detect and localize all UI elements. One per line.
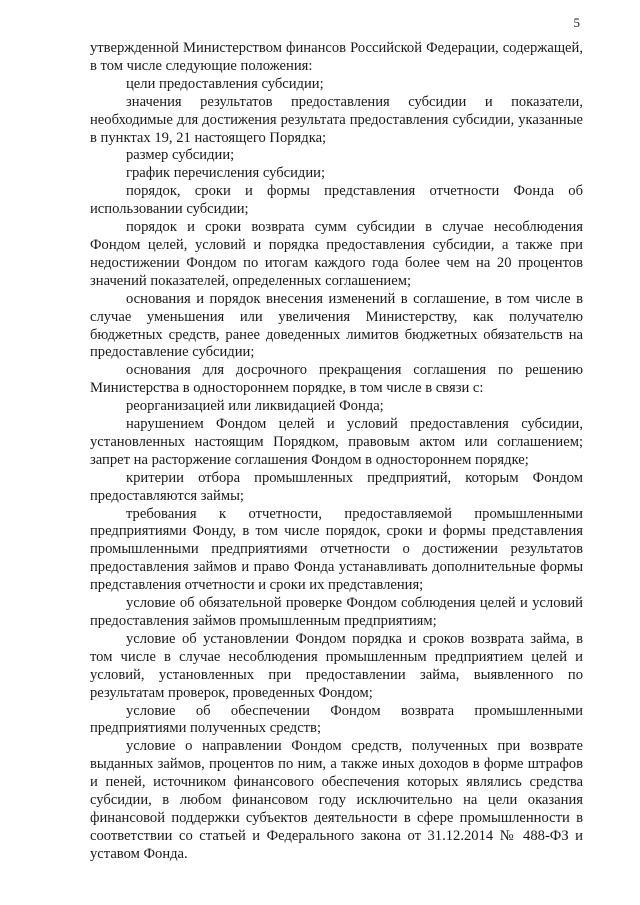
list-item-payment-schedule: график перечисления субсидии; bbox=[126, 165, 326, 182]
page-number: 5 bbox=[573, 15, 580, 30]
list-item-mandatory-check: условие об обязательной проверке Фондом соблюдения целей и условий предоставления займов промышленным предприятиям; bbox=[90, 595, 583, 629]
document-body bbox=[90, 40, 583, 864]
list-item-loan-return-procedure: условие об установлении Фондом порядка и сроков возврата займа, в том числе в случае несоблюдения промышленным предприятием целей и условий, установленных при предоставлении займа, выявленного по результатам проверок, проведенных Фондом; bbox=[90, 630, 583, 701]
list-item-amendment-grounds: основания и порядок внесения изменений в соглашение, в том числе в случае уменьшения или увеличения Министерству, как получателю бюджетных средств, ранее доведенных лимитов бюджетных обязательств на предоставление субсидии; bbox=[90, 290, 583, 361]
list-item-reporting-procedure: порядок, сроки и формы представления отчетности Фонда об использовании субсидии; bbox=[90, 183, 583, 218]
paragraph-continuation: утвержденной Министерством финансов Российской Федерации, содержащей, в том числе следующие положения: bbox=[90, 40, 583, 74]
list-item-funds-direction: условие о направлении Фондом средств, полученных при возврате выданных займов, процентов по ним, а также иных доходов в форме штрафов и пеней, источником финансового обеспечения которых являлись средства субсидии, в любом финансовом году исключительно на цели оказания финансовой поддержки субъектов деятельности в сфере промышленности в соответствии со статьей и Федерального закона от 31.12.2014 № 488-ФЗ и уставом Фонда. bbox=[90, 738, 583, 862]
list-item-refund-procedure: порядок и сроки возврата сумм субсидии в случае несоблюдения Фондом целей, условий и порядка предоставления субсидии, а также при недостижении Фондом по итогам каждого года более чем на 20 процентов значений показателей, определенных соглашением; bbox=[90, 219, 583, 289]
list-item-termination-grounds: основания для досрочного прекращения соглашения по решению Министерства в одностороннем порядке, в том числе в связи с: bbox=[90, 362, 583, 397]
list-item-selection-criteria: критерии отбора промышленных предприятий, которым Фондом предоставляются займы; bbox=[90, 469, 583, 504]
list-item-repayment-assurance: условие об обеспечении Фондом возврата промышленными предприятиями полученных средств; bbox=[90, 702, 583, 737]
list-item-reorganization: реорганизацией или ликвидацией Фонда; bbox=[126, 398, 384, 415]
list-item-subsidy-goals: цели предоставления субсидии; bbox=[126, 75, 324, 92]
list-item-subsidy-size: размер субсидии; bbox=[126, 147, 235, 164]
list-item-reporting-requirements: требования к отчетности, предоставляемой промышленными предприятиями Фонду, в том числе порядок, сроки и формы представления промышленными предприятиями отчетности о достижении результатов предоставления займов и право Фонда устанавливать дополнительные формы представления отчетности и сроки их представления; bbox=[90, 505, 583, 594]
list-item-result-values: значения результатов предоставления субсидии и показатели, необходимые для достижения результата предоставления субсидии, указанные в пунктах 19, 21 настоящего Порядка; bbox=[90, 93, 583, 146]
list-item-violation: нарушением Фондом целей и условий предоставления субсидии, установленных настоящим Порядком, правовым актом или соглашением; запрет на расторжение соглашения Фондом в одностороннем порядке; bbox=[90, 416, 583, 468]
